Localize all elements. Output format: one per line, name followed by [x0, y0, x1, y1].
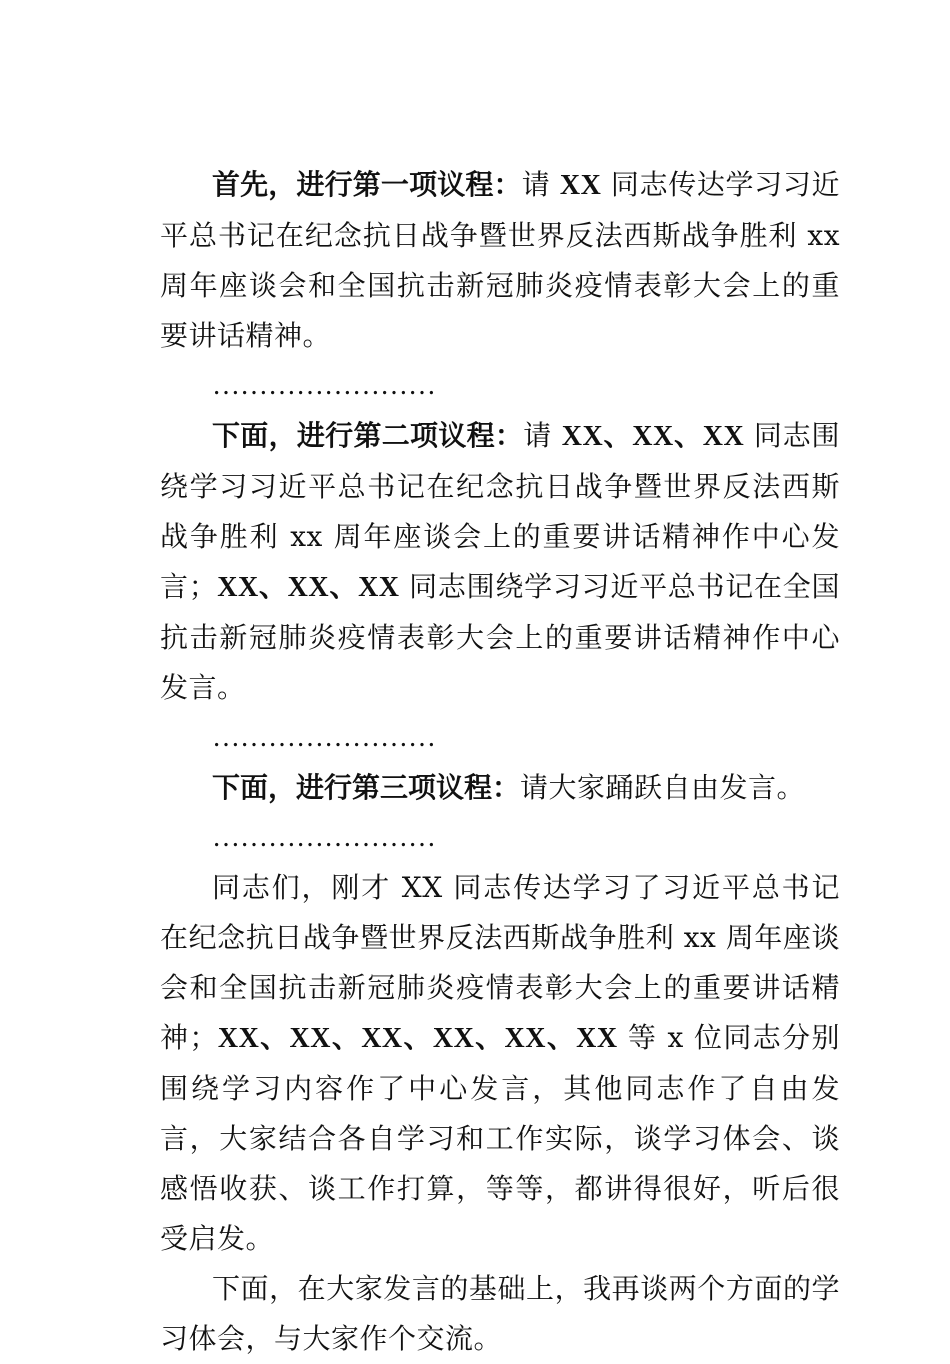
summary-text-a: 同志们，刚才 XX 同志传达学习了习近平总书记在纪念抗日战争暨世界反法西斯战争胜利 xx 周年座谈会和全国抗击新冠肺炎疫情表彰大会上的重要讲话精神； — [160, 871, 840, 1054]
agenda-item-1-lead: 首先，进行第一项议程： — [212, 168, 522, 201]
ellipsis-divider-2: …………………… — [212, 722, 436, 753]
summary-paragraph — [160, 863, 840, 1264]
summary-text-b: 等 x 位同志分别围绕学习内容作了中心发言，其他同志作了自由发言，大家结合各自学习和工作实际，谈学习体会、谈感悟收获、谈工作打算，等等，都讲得很好，听后很受启发。 — [160, 1021, 840, 1255]
summary-speaker-names: XX、XX、XX、XX、XX、XX — [217, 1023, 618, 1054]
agenda-item-3 — [160, 763, 840, 813]
agenda-item-1-names: XX — [559, 170, 602, 201]
agenda-item-2-names-a: XX、XX、XX — [561, 421, 745, 452]
agenda-item-2-names-b: XX、XX、XX — [217, 572, 400, 603]
agenda-item-1-text-a: 请 — [521, 168, 560, 201]
agenda-item-2-text-a: 请 — [523, 419, 562, 452]
closing-text: 下面，在大家发言的基础上，我再谈两个方面的学习体会，与大家作个交流。 — [160, 1272, 840, 1355]
ellipsis-divider-1: …………………… — [212, 370, 436, 401]
agenda-item-1-text-b: 同志传达学习习近平总书记在纪念抗日战争暨世界反法西斯战争胜利 xx 周年座谈会和全国抗击新冠肺炎疫情表彰大会上的重要讲话精神。 — [160, 168, 840, 352]
ellipsis-divider-3: …………………… — [212, 822, 436, 853]
agenda-item-2-text-b: 同志围绕学习习近平总书记在纪念抗日战争暨世界反法西斯战争胜利 xx 周年座谈会上的重要讲话精神作中心发言； — [160, 419, 840, 603]
agenda-item-2-lead: 下面，进行第二项议程： — [212, 419, 524, 452]
document-page — [160, 160, 840, 1364]
closing-paragraph — [160, 1264, 840, 1364]
agenda-item-1 — [160, 160, 840, 361]
agenda-item-2-text-c: 同志围绕学习习近平总书记在全国抗击新冠肺炎疫情表彰大会上的重要讲话精神作中心发言。 — [160, 570, 840, 704]
agenda-item-3-text: 请大家踊跃自由发言。 — [520, 771, 806, 804]
agenda-item-2 — [160, 411, 840, 713]
agenda-item-3-lead: 下面，进行第三项议程： — [212, 771, 521, 804]
